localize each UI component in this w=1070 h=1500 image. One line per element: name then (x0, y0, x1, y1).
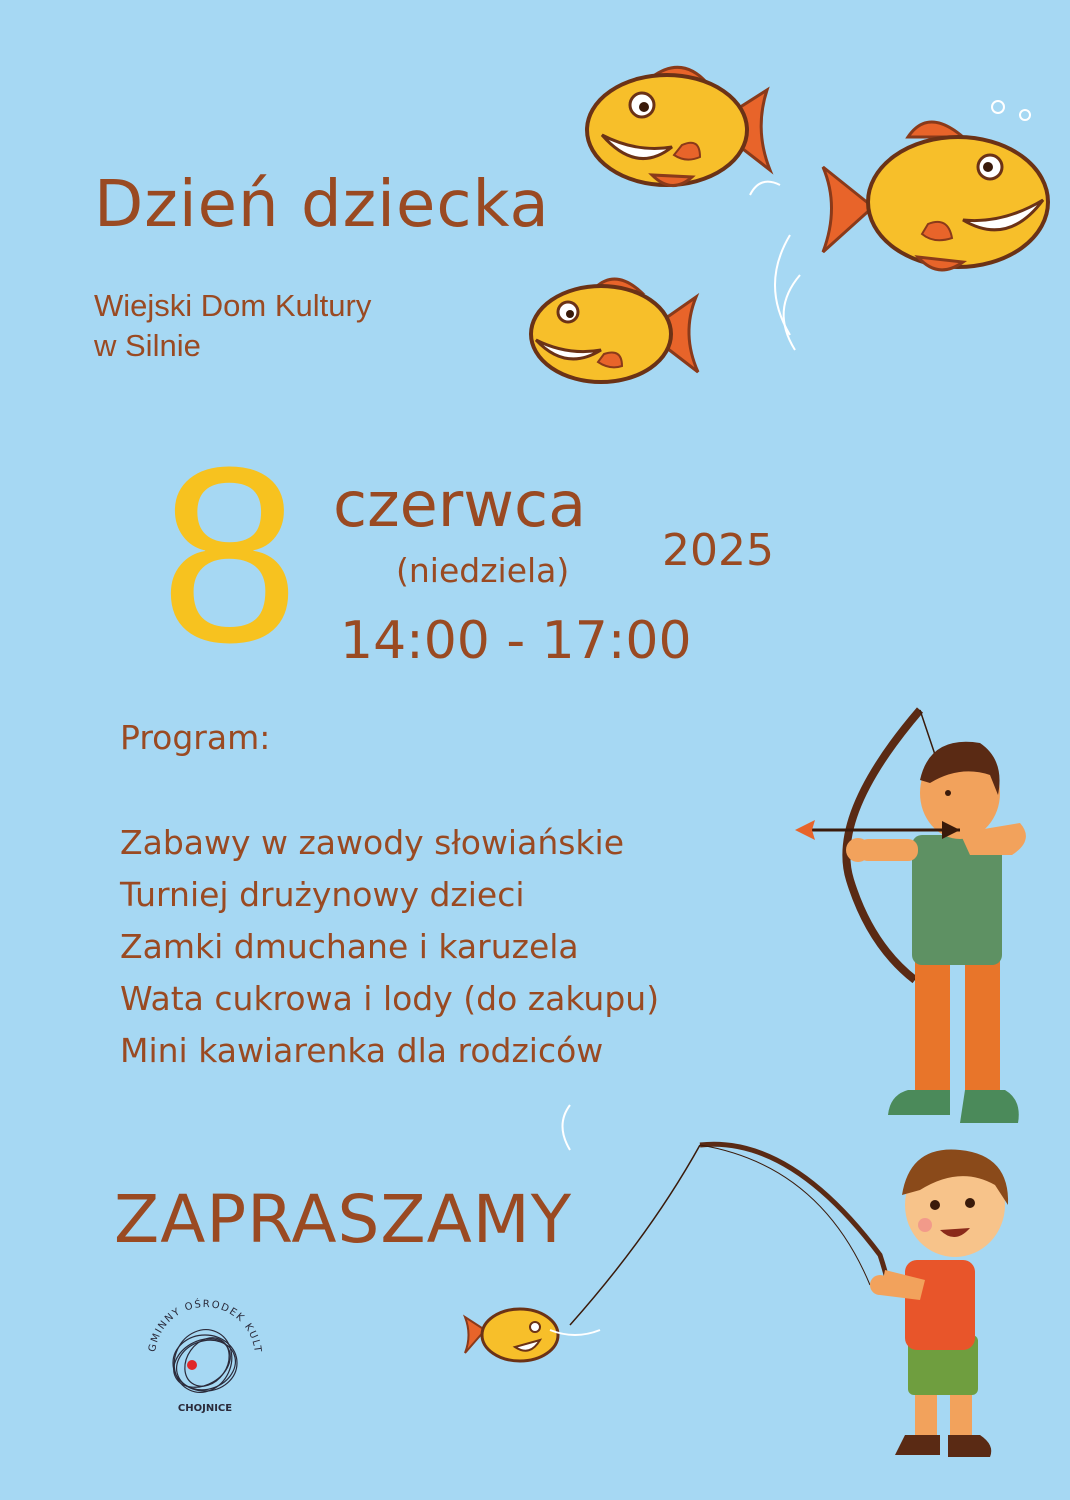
venue-line-2: w Silnie (94, 328, 201, 363)
event-weekday: (niedziela) (396, 551, 570, 590)
bubbles-decoration (740, 95, 1040, 365)
venue-line-1: Wiejski Dom Kultury (94, 288, 372, 323)
program-item: Turniej drużynowy dzieci (120, 875, 525, 914)
program-item: Zabawy w zawody słowiańskie (120, 823, 625, 862)
fish-icon (526, 272, 706, 392)
event-title: Dzień dziecka (94, 168, 550, 242)
event-time: 14:00 - 17:00 (340, 611, 692, 671)
program-item: Mini kawiarenka dla rodziców (120, 1031, 604, 1070)
boy-fishing-illustration (540, 1095, 1020, 1475)
program-list (120, 817, 659, 1077)
logo-arc-text: GMINNY OŚRODEK KULTURY (135, 1277, 263, 1355)
event-year: 2025 (662, 525, 774, 576)
boy-archer-illustration (790, 705, 1050, 1130)
gok-logo (135, 1277, 270, 1430)
program-heading: Program: (120, 718, 271, 757)
program-item: Zamki dmuchane i karuzela (120, 927, 579, 966)
event-month: czerwca (333, 468, 587, 541)
venue-name (94, 286, 371, 366)
logo-city: CHOJNICE (177, 1403, 233, 1414)
event-day: 8 (160, 415, 300, 694)
program-item: Wata cukrowa i lody (do zakupu) (120, 979, 660, 1018)
fish-icon (465, 1309, 558, 1361)
invite-text: ZAPRASZAMY (114, 1181, 573, 1258)
